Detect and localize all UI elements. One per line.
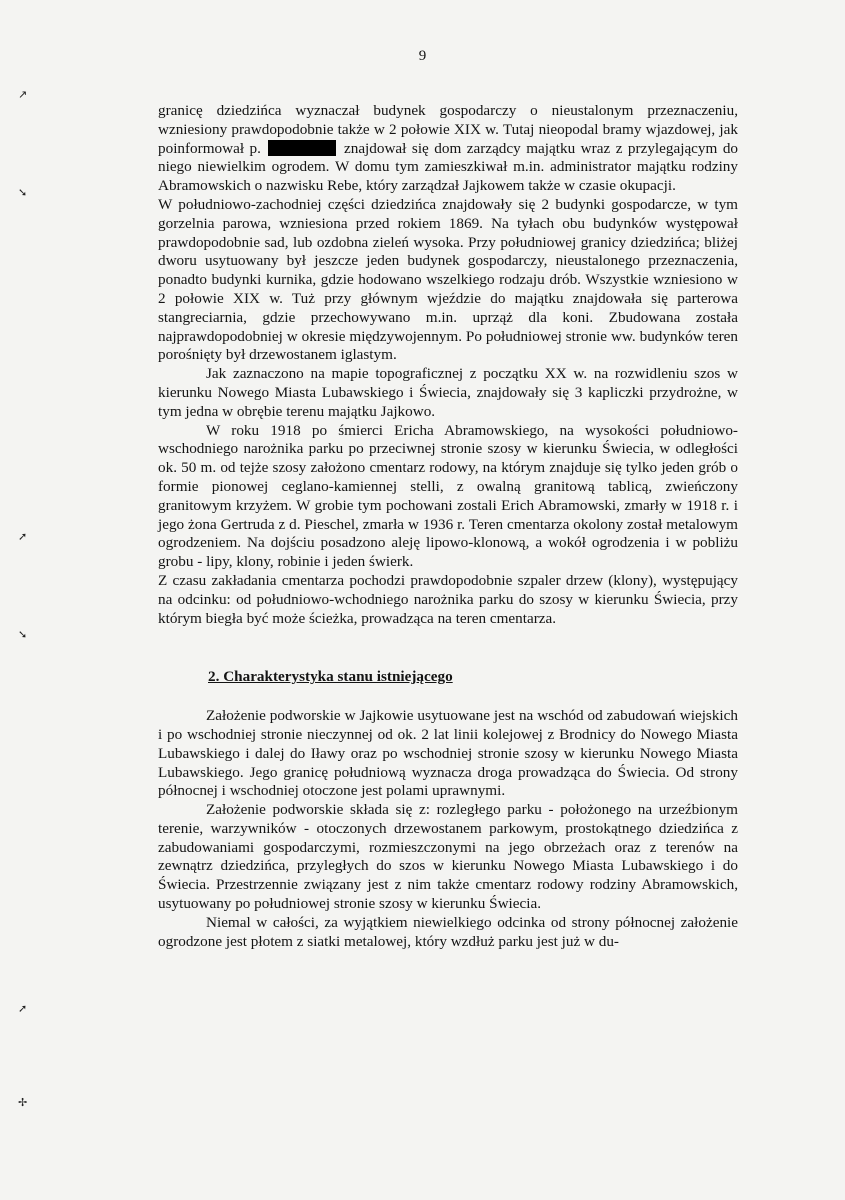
paragraph-text: granicę dziedzińca wyznaczał budynek gospodarczy o nieustalonym przeznaczeniu, wzniesiony prawdopodobnie także w 2 połowie XIX w. Tutaj nieopodal bramy wjazdowej, jak poinformował p. [158, 102, 738, 157]
margin-mark: ➘ [18, 186, 28, 199]
paragraph: Z czasu zakładania cmentarza pochodzi prawdopodobnie szpaler drzew (klony), występujący na odcinku: od południowo-wchodniego narożnika parku do szosy w kierunku Świecia, przy którym biegła być może ścieżka, prowadząca na teren cmentarza. [158, 571, 738, 627]
margin-mark: ✢ [18, 1096, 28, 1109]
paragraph: Niemal w całości, za wyjątkiem niewielkiego odcinka od strony północnej założenie ogrodzone jest płotem z siatki metalowej, który wzdłuż parku jest już w du- [158, 913, 738, 950]
margin-mark: ➘ [18, 628, 28, 641]
paragraph: Jak zaznaczono na mapie topograficznej z początku XX w. na rozwidleniu szos w kierunku Nowego Miasta Lubawskiego i Świecia, znajdowały się 3 kapliczki przydrożne, w tym jedna w obrębie terenu majątku Jajkowo. [158, 365, 738, 420]
redaction-block [268, 140, 336, 156]
margin-mark: ➚ [18, 1002, 28, 1015]
margin-mark: ↗ [18, 88, 28, 101]
paragraph-text: znajdował się dom zarządcy majątku wraz z przylegającym do niego niewielkim ogrodem. W domu tym zamieszkiwał m.in. administrator majątku rodziny Abramowskich o nazwisku Rebe, który zarządzał Jajkowem także w czasie okupacji. [158, 139, 739, 195]
paragraph: Założenie podworskie składa się z: rozległego parku - położonego na urzeźbionym terenie, warzywników - otoczonych drzewostanem parkowym, prostokątnego dziedzińca z zabudowaniami gospodarczymi, rozmieszczonymi na jego obrzeżach oraz z terenów na zewnątrz dziedzińca, przyległych do szos w kierunku Nowego Miasta Lubawskiego i do Świecia. Przestrzennie związany jest z nim także cmentarz rodowy rodziny Abramowskich, usytuowany po południowej stronie szosy w kierunku Świecia. [158, 801, 738, 913]
paragraph [158, 102, 738, 196]
section-heading: 2. Charakterystyka stanu istniejącego [208, 668, 453, 686]
page-number: 9 [418, 48, 427, 64]
margin-mark: ➚ [18, 530, 28, 543]
paragraph: Założenie podworskie w Jajkowie usytuowane jest na wschód od zabudowań wiejskich i po wschodniej stronie nieczynnej od ok. 2 lat linii kolejowej z Brodnicy do Nowego Miasta Lubawskiego i dalej do Iławy oraz po wschodniej stronie szosy w kierunku Nowego Miasta Lubawskiego. Jego granicę południową wyznacza droga prowadząca do Świecia. Od strony północnej i wschodniej otoczone jest polami uprawnymi. [158, 707, 738, 800]
paragraph: W roku 1918 po śmierci Ericha Abramowskiego, na wysokości południowo-wschodniego narożnika parku po przeciwnej stronie szosy w kierunku Świecia, w odległości ok. 50 m. od tejże szosy założono cmentarz rodowy, na którym znajduje się tylko jeden grób o formie pionowej ceglano-kamiennej stelli, z owalną granitową tablicą, zwieńczony granitowym krzyżem. W grobie tym pochowani zostali Erich Abramowski, zmarły w 1918 r. i jego żona Gertruda z d. Pieschel, zmarła w 1936 r. Teren cmentarza okolony został metalowym ogrodzeniem. Na dojściu posadzono aleję lipowo-klonową, a wokół ogrodzenia i w pobliżu grobu - lipy, klony, robinie i jeden świerk. [158, 421, 738, 571]
document-body [158, 102, 738, 951]
paragraph: W południowo-zachodniej części dziedzińca znajdowały się 2 budynki gospodarcze, w tym gorzelnia parowa, wzniesiona przed rokiem 1869. Na tyłach obu budynków występował prawdopodobnie sad, lub ozdobna zieleń wysoka. Przy południowej granicy dziedzińca; bliżej dworu usytuowany był jeszcze jeden budynek gospodarczy, nieustalonego przeznaczenia, ponadto budynki kurnika, gdzie hodowano wszelkiego rodzaju drób. Wszystkie wzniesiono w 2 połowie XIX w. Tuż przy głównym wjeździe do majątku znajdowała się parterowa stangreciarnia, gdzie przechowywano m.in. uprząż dla koni. Zbudowana została najprawdopodobniej w okresie międzywojennym. Po południowej stronie ww. budynków teren porośnięty był drzewostanem iglastym. [158, 195, 738, 364]
